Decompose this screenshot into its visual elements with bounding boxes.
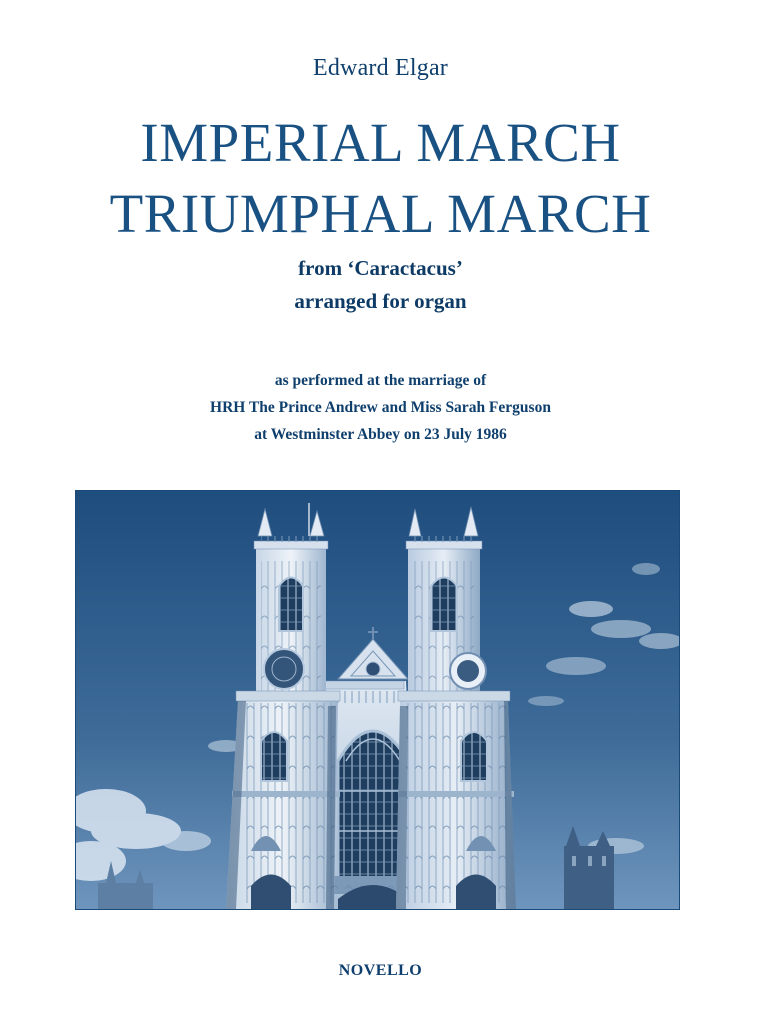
performance-note-line-2: HRH The Prince Andrew and Miss Sarah Ferguson — [210, 399, 551, 416]
subtitle-arrangement: arranged for organ — [294, 289, 467, 313]
performance-note-line-3: at Westminster Abbey on 23 July 1986 — [254, 426, 507, 443]
publisher-name: NOVELLO — [338, 962, 423, 979]
title-triumphal-march: TRIUMPHAL MARCH — [109, 183, 652, 244]
title-imperial-march: IMPERIAL MARCH — [140, 112, 621, 173]
cover-photo-westminster-abbey — [75, 490, 680, 910]
composer-name: Edward Elgar — [312, 55, 448, 81]
performance-note-line-1: as performed at the marriage of — [274, 372, 487, 389]
subtitle-source: from ‘Caractacus’ — [298, 256, 463, 280]
